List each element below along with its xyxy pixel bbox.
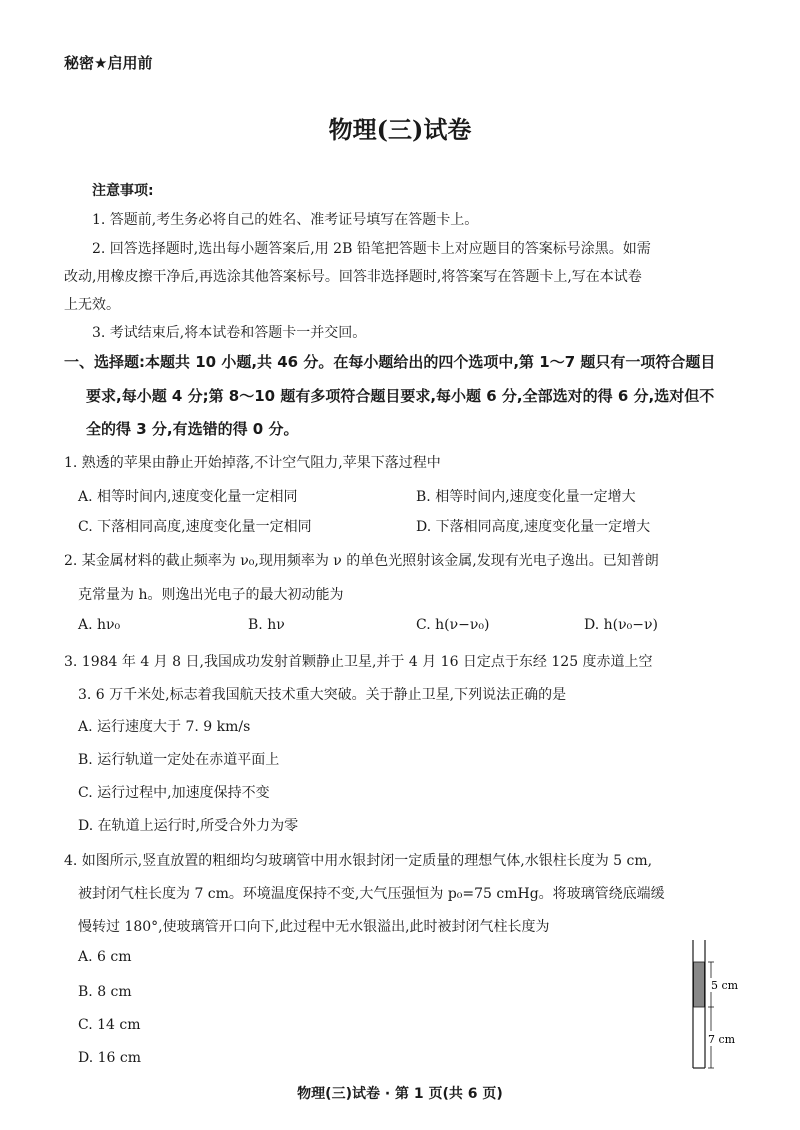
q3-option-d: D. 在轨道上运行时,所受合外力为零 bbox=[78, 818, 299, 834]
q1-option-a: A. 相等时间内,速度变化量一定相同 bbox=[78, 489, 298, 505]
section-heading-line-2: 要求,每小题 4 分;第 8～10 题有多项符合题目要求,每小题 6 分,全部选对的得 6 分,选对但不 bbox=[86, 387, 715, 405]
q3-option-b: B. 运行轨道一定处在赤道平面上 bbox=[78, 752, 280, 768]
section-heading-line-1: 一、选择题:本题共 10 小题,共 46 分。在每小题给出的四个选项中,第 1～7 题只有一项符合题目 bbox=[64, 353, 716, 371]
mercury-column bbox=[694, 962, 705, 1007]
notice-line-2a: 2. 回答选择题时,选出每小题答案后,用 2B 铅笔把答题卡上对应题目的答案标号涂黑。如需 bbox=[92, 241, 651, 257]
q3-stem-line-2: 3. 6 万千米处,标志着我国航天技术重大突破。关于静止卫星,下列说法正确的是 bbox=[78, 687, 567, 703]
notice-line-2c: 上无效。 bbox=[64, 297, 120, 313]
q1-option-b: B. 相等时间内,速度变化量一定增大 bbox=[416, 489, 636, 505]
q3-stem-line-1: 3. 1984 年 4 月 8 日,我国成功发射首颗静止卫星,并于 4 月 16 日定点于东经 125 度赤道上空 bbox=[64, 654, 653, 670]
q1-stem: 1. 熟透的苹果由静止开始掉落,不计空气阻力,苹果下落过程中 bbox=[64, 455, 441, 471]
notice-heading: 注意事项: bbox=[92, 183, 154, 199]
q4-option-b: B. 8 cm bbox=[78, 984, 132, 1000]
gas-length-label: 7 cm bbox=[708, 1033, 736, 1046]
q1-option-d: D. 下落相同高度,速度变化量一定增大 bbox=[416, 519, 651, 535]
q4-stem-line-2: 被封闭气柱长度为 7 cm。环境温度保持不变,大气压强恒为 p₀=75 cmHg。将玻璃管绕底端缓 bbox=[78, 886, 665, 902]
page-title: 物理(三)试卷 bbox=[328, 115, 472, 144]
q2-option-b: B. hν bbox=[248, 617, 285, 633]
q4-stem-line-1: 4. 如图所示,竖直放置的粗细均匀玻璃管中用水银封闭一定质量的理想气体,水银柱长度为 5 cm, bbox=[64, 853, 653, 869]
q2-stem-line-2: 克常量为 h。则逸出光电子的最大初动能为 bbox=[78, 587, 344, 603]
q2-option-c: C. h(ν−ν₀) bbox=[416, 617, 490, 633]
q4-option-d: D. 16 cm bbox=[78, 1050, 142, 1066]
q2-option-d: D. h(ν₀−ν) bbox=[584, 617, 658, 633]
q1-option-c: C. 下落相同高度,速度变化量一定相同 bbox=[78, 519, 312, 535]
q2-stem-line-1: 2. 某金属材料的截止频率为 ν₀,现用频率为 ν 的单色光照射该金属,发现有光电子逸出。已知普朗 bbox=[64, 553, 659, 569]
q3-option-a: A. 运行速度大于 7. 9 km/s bbox=[78, 719, 251, 735]
page-footer: 物理(三)试卷 · 第 1 页(共 6 页) bbox=[297, 1086, 503, 1102]
q2-option-a: A. hν₀ bbox=[78, 617, 121, 633]
q4-option-c: C. 14 cm bbox=[78, 1017, 141, 1033]
q4-stem-line-3: 慢转过 180°,使玻璃管开口向下,此过程中无水银溢出,此时被封闭气柱长度为 bbox=[78, 919, 550, 935]
q4-option-a: A. 6 cm bbox=[78, 949, 132, 965]
notice-line-1: 1. 答题前,考生务必将自己的姓名、准考证号填写在答题卡上。 bbox=[92, 212, 479, 228]
glass-tube-figure bbox=[670, 938, 770, 1070]
notice-line-2b: 改动,用橡皮擦干净后,再选涂其他答案标号。回答非选择题时,将答案写在答题卡上,写在本试卷 bbox=[64, 269, 642, 285]
notice-line-3: 3. 考试结束后,将本试卷和答题卡一并交回。 bbox=[92, 325, 367, 341]
confidential-mark: 秘密★启用前 bbox=[64, 54, 153, 72]
q3-option-c: C. 运行过程中,加速度保持不变 bbox=[78, 785, 270, 801]
section-heading-line-3: 全的得 3 分,有选错的得 0 分。 bbox=[86, 420, 299, 438]
mercury-length-label: 5 cm bbox=[711, 979, 739, 992]
